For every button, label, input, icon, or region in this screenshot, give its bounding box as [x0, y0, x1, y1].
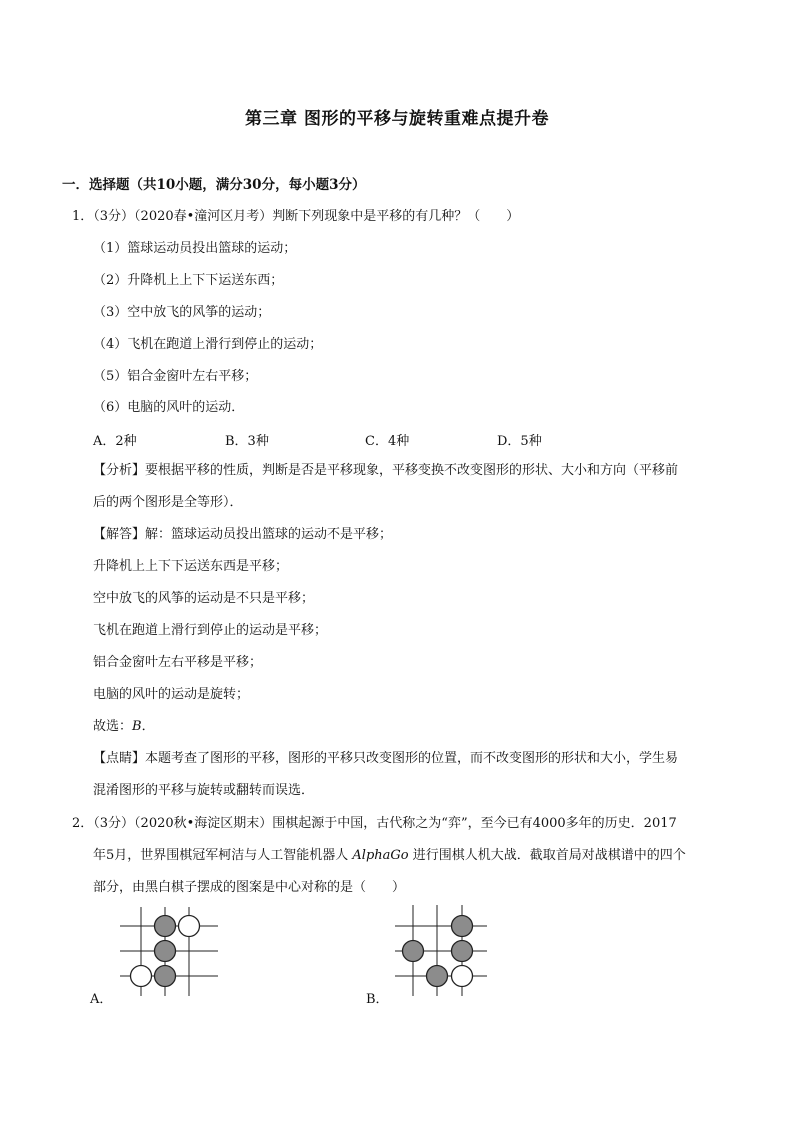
option-b-label[interactable]: B．	[366, 992, 389, 1007]
question-2-line	[93, 847, 686, 865]
black-stone	[452, 916, 473, 937]
solution-line: 升降机上上下下运送东西是平移；	[93, 559, 289, 574]
question-2-text: 进行围棋人机大战．截取首局对战棋谱中的四个	[408, 848, 686, 863]
question-1-item: （3）空中放飞的风筝的运动；	[93, 305, 271, 320]
choice-a[interactable]: A．2种	[93, 434, 137, 449]
white-stone	[179, 916, 200, 937]
solution-line: 【解答】解：篮球运动员投出篮球的运动不是平移；	[93, 527, 393, 542]
section-heading: 一．选择题（共10小题，满分30分，每小题3分）	[62, 177, 366, 193]
choice-c[interactable]: C．4种	[365, 434, 410, 449]
white-stone	[131, 966, 152, 987]
black-stone	[155, 966, 176, 987]
question-1-item: （5）铝合金窗叶左右平移；	[93, 369, 258, 384]
black-stone	[403, 941, 424, 962]
analysis-line: 后的两个图形是全等形）．	[93, 495, 243, 510]
solution-line: 空中放飞的风筝的运动是不只是平移；	[93, 591, 315, 606]
black-stone	[155, 916, 176, 937]
answer-suffix: ．	[141, 719, 155, 734]
black-stone	[452, 941, 473, 962]
solution-line: 飞机在跑道上滑行到停止的运动是平移；	[93, 623, 328, 638]
solution-line: 铝合金窗叶左右平移是平移；	[93, 655, 263, 670]
comment-line: 【点睛】本题考查了图形的平移，图形的平移只改变图形的位置，而不改变图形的形状和大小，学生易	[93, 751, 679, 766]
go-board-b[interactable]	[385, 902, 505, 1002]
analysis-line: 【分析】要根据平移的性质，判断是否是平移现象，平移变换不改变图形的形状、大小和方向（平移前	[93, 463, 679, 478]
question-1-item: （6）电脑的风叶的运动．	[93, 400, 245, 415]
question-2-line: 部分，由黑白棋子摆成的图案是中心对称的是（ ）	[93, 880, 406, 895]
page-title: 第三章 图形的平移与旋转重难点提升卷	[245, 109, 549, 129]
black-stone	[155, 941, 176, 962]
answer-prefix: 故选：	[93, 719, 133, 734]
go-board-a[interactable]	[108, 902, 228, 1002]
question-1-item: （4）飞机在跑道上滑行到停止的运动；	[93, 337, 323, 352]
choice-d[interactable]: D．5种	[497, 434, 542, 449]
question-1-item: （1）篮球运动员投出篮球的运动；	[93, 241, 297, 256]
solution-line: 电脑的风叶的运动是旋转；	[93, 687, 250, 702]
question-1-item: （2）升降机上上下下运送东西；	[93, 273, 284, 288]
question-1-stem: 1．（3分）（2020春•潼河区月考）判断下列现象中是平移的有几种？（ ）	[72, 209, 520, 224]
question-2-line: 2．（3分）（2020秋•海淀区期末）围棋起源于中国，古代称之为“弈”，至今已有4000多年的历史．2017	[72, 816, 677, 831]
choice-b[interactable]: B．3种	[225, 434, 269, 449]
answer-line	[93, 718, 155, 736]
question-2-text: 年5月，世界围棋冠军柯洁与人工智能机器人	[93, 848, 353, 863]
black-stone	[427, 966, 448, 987]
option-a-label[interactable]: A．	[90, 992, 113, 1007]
comment-line: 混淆图形的平移与旋转或翻转而误选．	[93, 783, 315, 798]
answer-letter: B	[132, 719, 142, 734]
white-stone	[452, 966, 473, 987]
alphago-name: AlphaGo	[352, 848, 409, 863]
